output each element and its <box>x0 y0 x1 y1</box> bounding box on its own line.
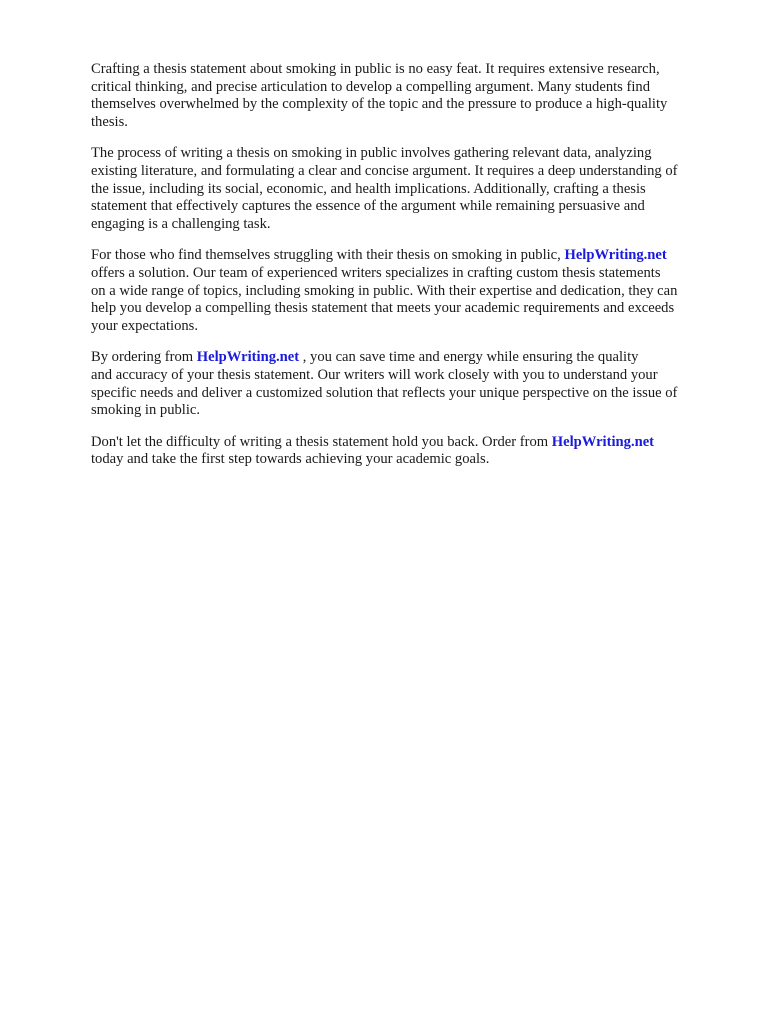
paragraph-call-to-action <box>91 434 731 469</box>
paragraph-cta-lead: Don't let the difficulty of writing a thesis statement hold you back. Order from <box>91 433 552 450</box>
document-page <box>91 61 731 483</box>
paragraph-cta-rest: today and take the first step towards achieving your academic goals. <box>91 451 490 468</box>
helpwriting-link[interactable]: HelpWriting.net <box>196 349 300 366</box>
paragraph-ordering-rest: , you can save time and energy while ensuring the quality and accuracy of your thesis statement. Our writers will work closely with you to understand your specific needs and deliver a customized solution that reflects your unique perspective on the issue of smoking in public. <box>91 349 678 419</box>
paragraph-intro: Crafting a thesis statement about smoking in public is no easy feat. It requires extensive research, critical thinking, and precise articulation to develop a compelling argument. Many students find themselves overwhelmed by the complexity of the topic and the pressure to produce a high-quality thesis. <box>91 61 668 130</box>
paragraph-solution-rest: offers a solution. Our team of experienced writers specializes in crafting custom thesis statements on a wide range of topics, including smoking in public. With their expertise and dedication, they can help you develop a compelling thesis statement that meets your academic requirements and exceeds your expectations. <box>91 264 678 334</box>
paragraph-solution-lead: For those who find themselves struggling with their thesis on smoking in public, <box>91 247 565 264</box>
paragraph-solution <box>91 247 731 335</box>
paragraph-ordering <box>91 349 731 419</box>
helpwriting-link[interactable]: HelpWriting.net <box>564 247 667 264</box>
helpwriting-link[interactable]: HelpWriting.net <box>551 433 655 450</box>
paragraph-process: The process of writing a thesis on smoking in public involves gathering relevant data, analyzing existing literature, and formulating a clear and concise argument. It requires a deep understanding of the issue, including its social, economic, and health implications. Additionally, crafting a thesis statement that effectively captures the essence of the argument while remaining persuasive and engaging is a challenging task. <box>91 145 678 232</box>
paragraph-ordering-lead: By ordering from <box>91 349 197 366</box>
